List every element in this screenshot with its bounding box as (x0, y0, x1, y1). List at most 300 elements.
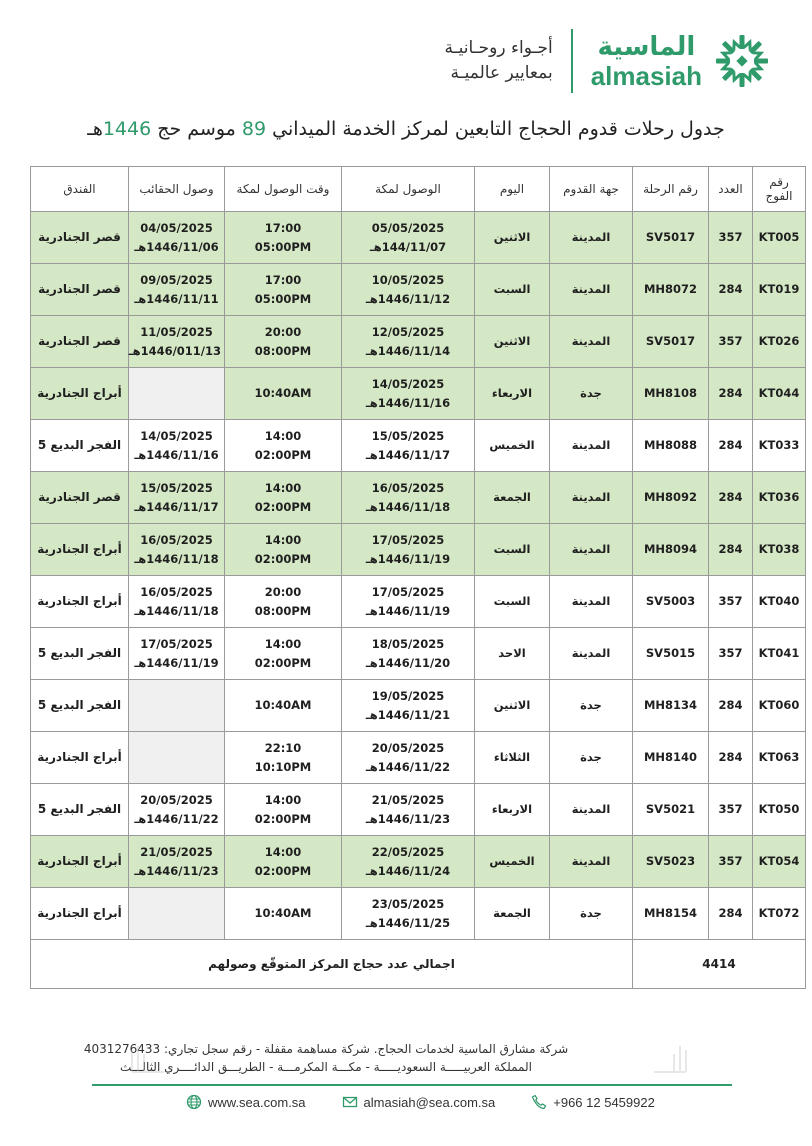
total-value: 4414 (633, 940, 806, 989)
cell-count (709, 628, 753, 680)
cell-arrival-date-date-h: 1446/11/23هـ (365, 811, 451, 826)
cell-arrival-time (225, 628, 342, 680)
cell-arrival-time (225, 264, 342, 316)
cell-baggage (129, 472, 225, 524)
cell-flight-flight: MH8140 (643, 750, 698, 764)
cell-baggage-bag-h: 1446/11/22هـ (134, 811, 219, 826)
cell-arrival-time-time-24: 14:00 (264, 792, 302, 807)
cell-count-count: 284 (718, 282, 743, 296)
cell-group (753, 472, 806, 524)
cell-day-day: الثلاثاء (493, 750, 531, 764)
globe-icon (186, 1094, 202, 1110)
cell-baggage (129, 836, 225, 888)
brand-logo (591, 31, 772, 91)
cell-flight-flight: SV5017 (645, 334, 696, 348)
cell-hotel (31, 732, 129, 784)
cell-baggage-bag-h: 1446/011/13هـ (128, 343, 221, 358)
table-header-row (31, 167, 806, 212)
cell-arrival-date-date-g: 18/05/2025 (371, 636, 445, 651)
cell-baggage (129, 680, 225, 732)
cell-arrival-time-time-24: 22:10 (264, 740, 302, 755)
cell-arrival-date-date-h: 1446/11/21هـ (365, 707, 451, 722)
cell-arrival-time-time-24: 14:00 (264, 428, 302, 443)
cell-hotel (31, 888, 129, 940)
cell-arrival-date (342, 680, 475, 732)
col-header-origin: جهة القدوم (550, 167, 633, 212)
cell-baggage-bag-g: 15/05/2025 (140, 480, 213, 495)
table-row (31, 576, 806, 628)
cell-flight (633, 524, 709, 576)
cell-arrival-date-date-g: 23/05/2025 (371, 896, 445, 911)
cell-baggage-bag-g: 17/05/2025 (140, 636, 213, 651)
cell-count (709, 524, 753, 576)
cell-flight-flight: MH8072 (643, 282, 698, 296)
cell-day (475, 420, 550, 472)
cell-count-count: 284 (718, 542, 743, 556)
cell-day (475, 680, 550, 732)
cell-hotel-hotel: قصر الجنادرية (38, 334, 121, 348)
cell-origin-origin: المدينة (571, 282, 611, 296)
cell-arrival-time (225, 680, 342, 732)
cell-arrival-date-date-g: 21/05/2025 (371, 792, 445, 807)
cell-group (753, 576, 806, 628)
cell-baggage-bag-g: 14/05/2025 (140, 428, 213, 443)
cell-arrival-date (342, 472, 475, 524)
cell-origin (550, 472, 633, 524)
cell-count-count: 357 (718, 646, 743, 660)
cell-day-day: الاربعاء (491, 386, 533, 400)
cell-group (753, 836, 806, 888)
cell-arrival-date-date-g: 15/05/2025 (371, 428, 445, 443)
cell-hotel (31, 576, 129, 628)
table-row (31, 836, 806, 888)
cell-baggage (129, 212, 225, 264)
cell-arrival-date-date-h: 1446/11/14هـ (365, 343, 451, 358)
company-info-line: شركة مشارق الماسية لخدمات الحجاج. شركة مساهمة مقفلة - رقم سجل تجاري: 4031276433 (83, 1042, 569, 1056)
cell-hotel-hotel: الفجر البديع 5 (37, 646, 122, 660)
cell-arrival-date-date-g: 17/05/2025 (371, 584, 445, 599)
table-row (31, 524, 806, 576)
cell-flight-flight: MH8108 (643, 386, 698, 400)
cell-arrival-time-time-12: 02:00PM (254, 655, 312, 670)
cell-arrival-date-date-h: 1446/11/25هـ (365, 915, 451, 930)
cell-count-count: 284 (718, 750, 743, 764)
cell-group-group: KT040 (758, 594, 800, 608)
cell-flight-flight: MH8094 (643, 542, 698, 556)
cell-day (475, 784, 550, 836)
cell-arrival-date-date-h: 1446/11/19هـ (365, 603, 451, 618)
cell-baggage (129, 576, 225, 628)
cell-arrival-time (225, 316, 342, 368)
cell-baggage-bag-h: 1446/11/16هـ (134, 447, 219, 462)
cell-arrival-time (225, 888, 342, 940)
col-header-count: العدد (709, 167, 753, 212)
cell-flight (633, 316, 709, 368)
email-link[interactable]: almasiah@sea.com.sa (363, 1094, 496, 1110)
cell-origin (550, 732, 633, 784)
cell-day (475, 212, 550, 264)
cell-hotel (31, 784, 129, 836)
cell-arrival-time-time-24: 20:00 (264, 584, 302, 599)
cell-baggage-bag-h: 1446/11/19هـ (134, 655, 219, 670)
cell-count-count: 357 (718, 594, 743, 608)
cell-hotel (31, 420, 129, 472)
cell-arrival-time-time-12: 08:00PM (254, 603, 312, 618)
cell-arrival-date-date-h: 1446/11/24هـ (365, 863, 451, 878)
cell-origin (550, 420, 633, 472)
cell-arrival-time-time-24: 14:00 (264, 532, 302, 547)
cell-baggage (129, 420, 225, 472)
cell-group-group: KT041 (758, 646, 800, 660)
email-contact[interactable] (342, 1094, 496, 1110)
cell-count (709, 732, 753, 784)
cell-group (753, 680, 806, 732)
col-header-arrival-time: وقت الوصول لمكة (225, 167, 342, 212)
cell-hotel (31, 628, 129, 680)
cell-arrival-date (342, 576, 475, 628)
footer-divider (92, 1084, 732, 1086)
cell-count (709, 784, 753, 836)
cell-count (709, 264, 753, 316)
cell-arrival-time-time-24: 20:00 (264, 324, 302, 339)
cell-origin-origin: المدينة (571, 438, 611, 452)
cell-count (709, 576, 753, 628)
cell-arrival-time-time-24: 14:00 (264, 636, 302, 651)
cell-arrival-time-time-24: 14:00 (264, 480, 302, 495)
cell-hotel-hotel: أبراج الجنادرية (37, 854, 122, 868)
cell-origin (550, 628, 633, 680)
cell-arrival-date (342, 368, 475, 420)
cell-group (753, 316, 806, 368)
cell-flight (633, 472, 709, 524)
cell-arrival-date-date-h: 1446/11/12هـ (365, 291, 451, 306)
cell-day-day: الاثنين (493, 230, 531, 244)
cell-count-count: 284 (718, 490, 743, 504)
cell-count (709, 836, 753, 888)
cell-origin-origin: جدة (580, 906, 602, 920)
cell-baggage-bag-h: 1446/11/17هـ (134, 499, 219, 514)
cell-arrival-time-time-12: 10:40AM (254, 698, 312, 712)
brand-name-english: almasiah (590, 61, 702, 91)
cell-baggage-bag-g: 09/05/2025 (140, 272, 213, 287)
cell-arrival-time (225, 524, 342, 576)
cell-arrival-date-date-g: 17/05/2025 (371, 532, 445, 547)
cell-group-group: KT072 (758, 906, 800, 920)
tagline-line-2: بمعايير عالميـة (450, 63, 553, 83)
cell-count-count: 284 (718, 386, 743, 400)
cell-baggage-bag-g: 11/05/2025 (140, 324, 213, 339)
cell-day-day: الاحد (498, 646, 526, 660)
cell-arrival-time-time-12: 02:00PM (254, 447, 312, 462)
cell-arrival-time (225, 420, 342, 472)
cell-arrival-date (342, 264, 475, 316)
cell-arrival-date-date-g: 14/05/2025 (371, 376, 445, 391)
cell-baggage-bag-g: 21/05/2025 (140, 844, 213, 859)
cell-arrival-time (225, 836, 342, 888)
cell-arrival-time-time-12: 02:00PM (254, 811, 312, 826)
cell-arrival-time-time-24: 14:00 (264, 844, 302, 859)
cell-flight-flight: SV5021 (645, 802, 696, 816)
tagline-line-1: أجـواء روحـانيـة (444, 38, 553, 58)
cell-count (709, 888, 753, 940)
cell-flight (633, 420, 709, 472)
cell-origin (550, 680, 633, 732)
total-label: اجمالي عدد حجاج المركز المتوقّع وصولهم (31, 940, 633, 989)
cell-count-count: 284 (718, 906, 743, 920)
cell-origin-origin: المدينة (571, 802, 611, 816)
cell-flight (633, 628, 709, 680)
cell-arrival-date-date-h: 144/11/07هـ (369, 239, 447, 254)
cell-arrival-date-date-h: 1446/11/20هـ (365, 655, 451, 670)
cell-group (753, 732, 806, 784)
cell-origin-origin: جدة (580, 698, 602, 712)
cell-flight (633, 264, 709, 316)
cell-count (709, 680, 753, 732)
cell-hotel-hotel: أبراج الجنادرية (37, 386, 122, 400)
cell-baggage (129, 524, 225, 576)
cell-origin-origin: جدة (580, 386, 602, 400)
cell-arrival-date (342, 420, 475, 472)
cell-flight-flight: SV5003 (645, 594, 696, 608)
cell-arrival-date-date-h: 1446/11/17هـ (365, 447, 451, 462)
cell-arrival-date (342, 784, 475, 836)
cell-baggage-bag-g: 16/05/2025 (140, 584, 213, 599)
cell-baggage (129, 732, 225, 784)
decorative-pattern-right-icon (650, 1042, 690, 1078)
table-row (31, 316, 806, 368)
cell-day-day: الاثنين (493, 698, 531, 712)
cell-flight-flight: MH8088 (643, 438, 698, 452)
cell-arrival-date-date-h: 1446/11/16هـ (365, 395, 451, 410)
cell-arrival-time-time-12: 10:10PM (254, 759, 312, 774)
cell-origin-origin: المدينة (571, 490, 611, 504)
cell-hotel (31, 472, 129, 524)
cell-arrival-date (342, 316, 475, 368)
cell-arrival-date-date-g: 16/05/2025 (371, 480, 445, 495)
cell-origin-origin: المدينة (571, 854, 611, 868)
phone-number[interactable]: +966 12 5459922 (553, 1094, 655, 1110)
cell-count (709, 212, 753, 264)
cell-day (475, 628, 550, 680)
cell-count (709, 420, 753, 472)
cell-hotel-hotel: قصر الجنادرية (38, 230, 121, 244)
cell-day (475, 524, 550, 576)
brand-name-arabic: الماسية (597, 32, 696, 62)
cell-count-count: 284 (718, 698, 743, 712)
cell-day-day: السبت (493, 594, 531, 608)
table-row (31, 264, 806, 316)
cell-flight (633, 836, 709, 888)
cell-day (475, 368, 550, 420)
cell-baggage-bag-h: 1446/11/11هـ (134, 291, 219, 306)
cell-arrival-time (225, 576, 342, 628)
cell-arrival-time-time-24: 17:00 (264, 220, 302, 235)
cell-day-day: الاثنين (493, 334, 531, 348)
cell-group-group: KT050 (758, 802, 800, 816)
cell-group (753, 264, 806, 316)
cell-origin (550, 888, 633, 940)
cell-arrival-date-date-g: 20/05/2025 (371, 740, 445, 755)
cell-arrival-time (225, 368, 342, 420)
table-row (31, 472, 806, 524)
cell-arrival-date-date-g: 12/05/2025 (371, 324, 445, 339)
cell-origin (550, 576, 633, 628)
cell-baggage-bag-g: 04/05/2025 (140, 220, 213, 235)
website-link[interactable]: www.sea.com.sa (208, 1094, 306, 1110)
cell-hotel-hotel: أبراج الجنادرية (37, 906, 122, 920)
cell-group (753, 888, 806, 940)
cell-group-group: KT044 (758, 386, 800, 400)
cell-arrival-date-date-g: 22/05/2025 (371, 844, 445, 859)
cell-flight (633, 212, 709, 264)
page-header (445, 22, 772, 100)
cell-hotel (31, 212, 129, 264)
page-title: جدول رحلات قدوم الحجاج التابعين لمركز الخدمة الميداني 89 موسم حج 1446هـ (87, 118, 725, 140)
phone-icon (531, 1094, 547, 1110)
cell-origin (550, 368, 633, 420)
cell-arrival-date (342, 836, 475, 888)
cell-origin-origin: المدينة (571, 334, 611, 348)
cell-day (475, 472, 550, 524)
cell-baggage (129, 784, 225, 836)
cell-origin (550, 212, 633, 264)
cell-hotel (31, 524, 129, 576)
cell-hotel (31, 316, 129, 368)
cell-arrival-date (342, 732, 475, 784)
cell-flight-flight: SV5023 (645, 854, 696, 868)
cell-group-group: KT038 (758, 542, 800, 556)
table-row (31, 732, 806, 784)
cell-group-group: KT060 (758, 698, 800, 712)
decorative-pattern-left-icon (128, 1042, 168, 1078)
cell-baggage (129, 888, 225, 940)
cell-arrival-date-date-h: 1446/11/19هـ (365, 551, 451, 566)
cell-group (753, 524, 806, 576)
cell-group-group: KT005 (758, 230, 800, 244)
mail-icon (342, 1094, 358, 1110)
cell-arrival-time-time-12: 02:00PM (254, 551, 312, 566)
cell-arrival-time-time-24: 17:00 (264, 272, 302, 287)
table-row (31, 680, 806, 732)
cell-arrival-time (225, 784, 342, 836)
cell-flight (633, 732, 709, 784)
cell-day-day: الجمعة (493, 906, 531, 920)
cell-day-day: الجمعة (493, 490, 531, 504)
cell-day (475, 836, 550, 888)
cell-count-count: 284 (718, 438, 743, 452)
cell-group-group: KT019 (758, 282, 800, 296)
cell-flight-flight: MH8092 (643, 490, 698, 504)
cell-group-group: KT063 (758, 750, 800, 764)
cell-origin (550, 264, 633, 316)
cell-flight-flight: MH8134 (643, 698, 698, 712)
cell-day (475, 888, 550, 940)
website-contact[interactable] (186, 1094, 306, 1110)
cell-baggage-bag-g: 16/05/2025 (140, 532, 213, 547)
cell-origin (550, 784, 633, 836)
cell-baggage (129, 628, 225, 680)
cell-arrival-date (342, 524, 475, 576)
cell-arrival-time-time-12: 02:00PM (254, 499, 312, 514)
cell-group-group: KT026 (758, 334, 800, 348)
cell-origin-origin: المدينة (571, 230, 611, 244)
contact-bar (186, 1094, 655, 1110)
cell-hotel-hotel: أبراج الجنادرية (37, 542, 122, 556)
table-row (31, 628, 806, 680)
cell-flight-flight: SV5015 (645, 646, 696, 660)
table-row (31, 212, 806, 264)
cell-hotel-hotel: قصر الجنادرية (38, 490, 121, 504)
cell-origin-origin: المدينة (571, 594, 611, 608)
cell-baggage-bag-h: 1446/11/23هـ (134, 863, 219, 878)
table-row (31, 420, 806, 472)
cell-group-group: KT054 (758, 854, 800, 868)
cell-hotel (31, 368, 129, 420)
cell-day-day: الخميس (489, 854, 535, 868)
cell-arrival-time-time-12: 08:00PM (254, 343, 312, 358)
cell-flight (633, 888, 709, 940)
cell-arrival-time-time-12: 02:00PM (254, 863, 312, 878)
cell-day-day: السبت (493, 282, 531, 296)
cell-arrival-time-time-12: 05:00PM (254, 291, 312, 306)
tagline (445, 36, 553, 86)
cell-arrival-time (225, 732, 342, 784)
address-line: المملكة العربيـــــة السعوديـــــة - مكـــة المكرمـــة - الطريـــق الدائــــري الثالـــث (120, 1060, 532, 1074)
cell-count-count: 357 (718, 334, 743, 348)
phone-contact[interactable] (531, 1094, 655, 1110)
cell-origin (550, 316, 633, 368)
cell-flight (633, 576, 709, 628)
cell-arrival-date-date-g: 10/05/2025 (371, 272, 445, 287)
cell-baggage-bag-g: 20/05/2025 (140, 792, 213, 807)
cell-count-count: 357 (718, 230, 743, 244)
page-footer (0, 1040, 812, 1110)
cell-origin-origin: جدة (580, 750, 602, 764)
cell-count (709, 316, 753, 368)
table-row (31, 888, 806, 940)
col-header-day: اليوم (475, 167, 550, 212)
cell-arrival-date-date-h: 1446/11/22هـ (365, 759, 451, 774)
cell-day-day: السبت (493, 542, 531, 556)
col-header-baggage: وصول الحقائب (129, 167, 225, 212)
cell-baggage-bag-h: 1446/11/06هـ (134, 239, 219, 254)
cell-hotel (31, 264, 129, 316)
cell-count (709, 368, 753, 420)
col-header-hotel: الفندق (31, 167, 129, 212)
col-header-arrival-mecca: الوصول لمكة (342, 167, 475, 212)
cell-group-group: KT033 (758, 438, 800, 452)
cell-flight (633, 784, 709, 836)
cell-hotel-hotel: الفجر البديع 5 (37, 698, 122, 712)
table-row (31, 368, 806, 420)
cell-hotel (31, 680, 129, 732)
cell-count-count: 357 (718, 802, 743, 816)
col-header-group: رقم الفوج (753, 167, 806, 212)
cell-group (753, 784, 806, 836)
cell-hotel-hotel: الفجر البديع 5 (37, 802, 122, 816)
cell-origin (550, 836, 633, 888)
cell-arrival-date (342, 888, 475, 940)
cell-day (475, 732, 550, 784)
cell-day (475, 316, 550, 368)
cell-origin-origin: المدينة (571, 646, 611, 660)
cell-group (753, 212, 806, 264)
cell-count-count: 357 (718, 854, 743, 868)
col-header-flight: رقم الرحلة (633, 167, 709, 212)
snowflake-logo-icon (712, 31, 772, 91)
cell-baggage (129, 264, 225, 316)
cell-group (753, 420, 806, 472)
